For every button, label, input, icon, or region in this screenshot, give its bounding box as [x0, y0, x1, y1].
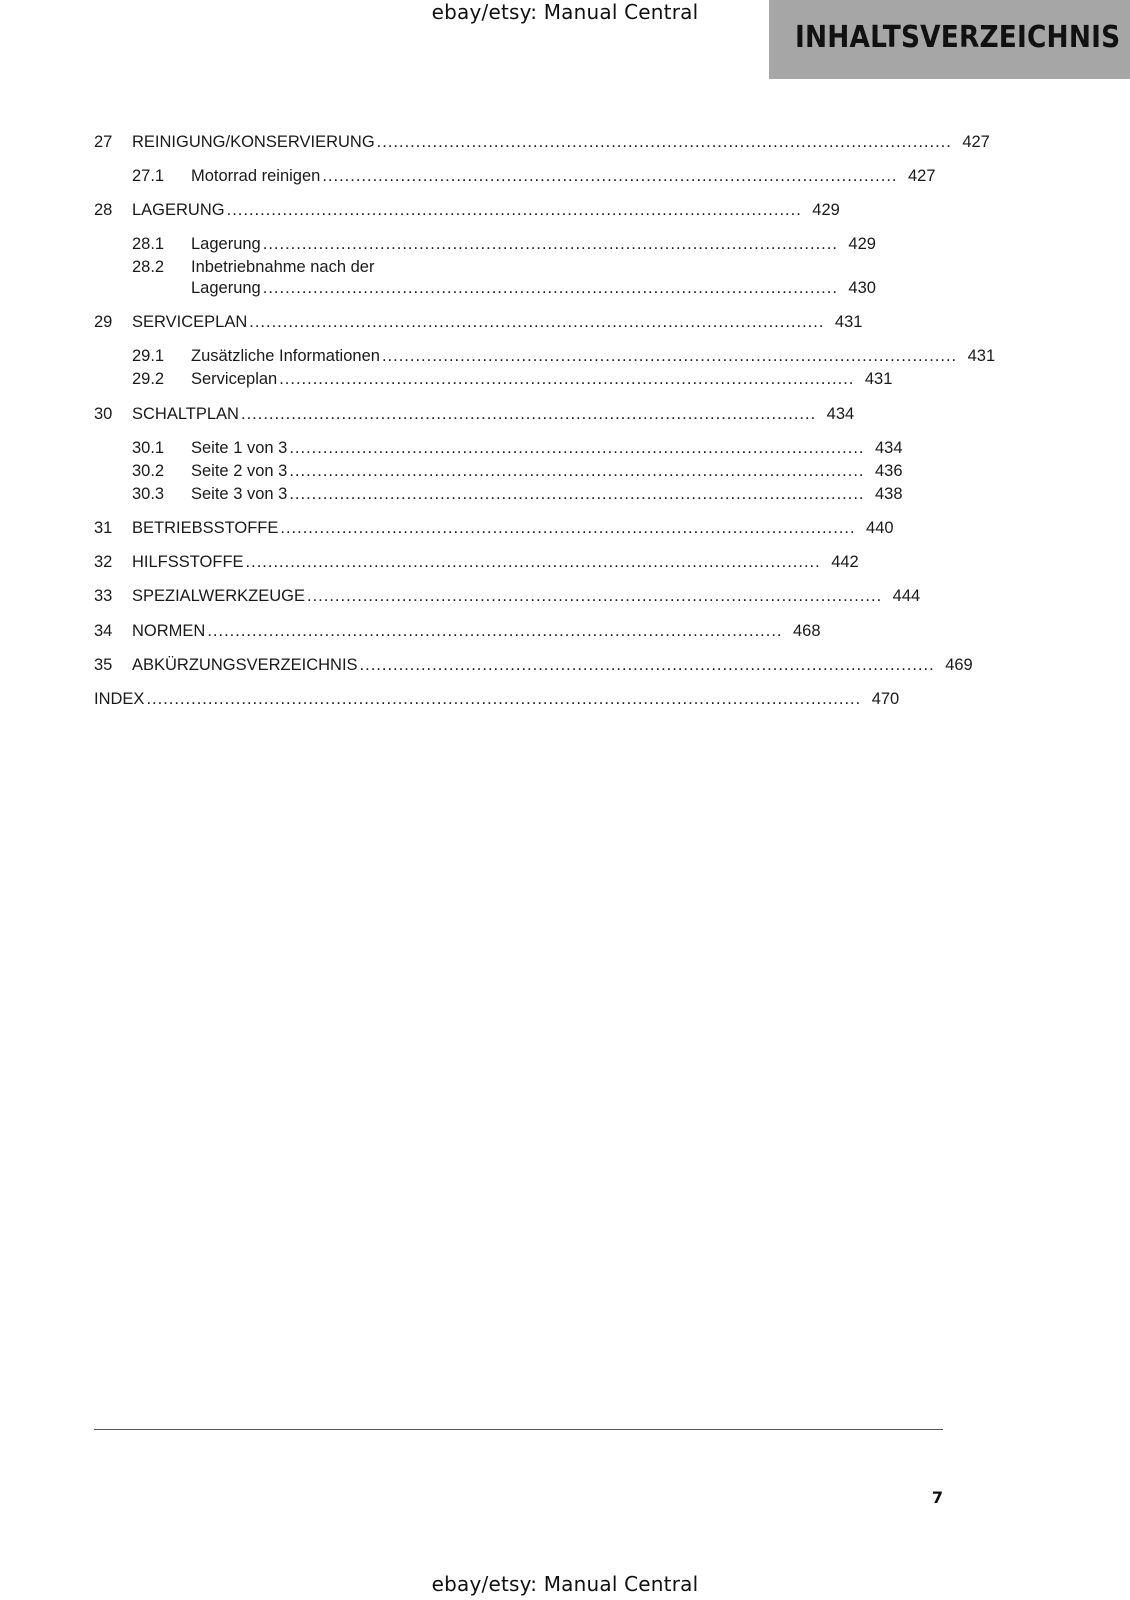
toc-entry-number: 29.2 [132, 370, 165, 388]
toc-entry-title-line1: Inbetriebnahme nach der [191, 258, 375, 276]
leader-dots: ....................................................................................................... [322, 167, 898, 185]
toc-entry[interactable] [94, 437, 903, 459]
toc-entry[interactable] [94, 654, 973, 676]
toc-entry[interactable] [94, 551, 859, 573]
toc-entry[interactable] [94, 277, 876, 299]
watermark-top: ebay/etsy: Manual Central [431, 0, 699, 24]
toc-entry-page: 468 [793, 622, 821, 640]
toc-entry-page: 434 [826, 405, 855, 423]
leader-dots: ....................................................................................................... [376, 133, 952, 151]
toc-entry-page: 430 [848, 279, 876, 297]
leader-dots: ....................................................................................................... [306, 587, 883, 605]
leader-dots: ....................................................................................................... [226, 201, 802, 219]
toc-entry-title: Serviceplan [191, 370, 278, 388]
footer-divider [94, 1429, 943, 1430]
toc-entry-number: 28.1 [132, 235, 165, 253]
toc-entry-page: 442 [831, 553, 859, 571]
toc-entry-page: 431 [834, 313, 863, 331]
toc-entry[interactable] [94, 165, 936, 187]
toc-entry-number: 33 [94, 587, 113, 605]
toc-entry[interactable] [94, 368, 893, 390]
leader-dots: ....................................................................................................... [240, 405, 817, 423]
toc-entry-title: Lagerung [191, 235, 261, 253]
toc-entry-page: 444 [892, 587, 921, 605]
toc-entry-title: Lagerung [191, 279, 261, 297]
leader-dots: ....................................................................................................... [289, 485, 865, 503]
toc-entry-number: 30.2 [132, 462, 165, 480]
toc-entry-page: 469 [945, 656, 973, 674]
toc-entry-number: 27.1 [132, 167, 165, 185]
toc-entry-title: Motorrad reinigen [191, 167, 321, 185]
leader-dots: ....................................................................................................... [262, 279, 838, 297]
toc-entry[interactable] [94, 620, 821, 642]
toc-entry-title: Seite 3 von 3 [191, 485, 288, 503]
toc-entry-number: 29.1 [132, 347, 165, 365]
toc-entry-index[interactable] [94, 688, 900, 710]
toc-entry-page: 427 [962, 133, 990, 151]
toc-entry[interactable] [94, 403, 855, 425]
leader-dots: ................................................................................................................................ [146, 690, 862, 708]
toc-entry-title: BETRIEBSSTOFFE [132, 519, 279, 537]
toc-entry-title: ABKÜRZUNGSVERZEICHNIS [132, 656, 358, 674]
section-title: INHALTSVERZEICHNIS [795, 20, 1121, 55]
toc-entry-title: INDEX [94, 690, 145, 708]
leader-dots: ....................................................................................................... [245, 553, 821, 571]
toc-entry-title: REINIGUNG/KONSERVIERUNG [132, 133, 375, 151]
page-number: 7 [931, 1488, 943, 1507]
toc-entry-page: 436 [874, 462, 903, 480]
toc-entry-title: SERVICEPLAN [132, 313, 248, 331]
toc-entry-page: 438 [874, 485, 903, 503]
toc-entry-title: Seite 1 von 3 [191, 439, 288, 457]
leader-dots: ....................................................................................................... [249, 313, 825, 331]
toc-entry[interactable] [94, 585, 921, 607]
toc-entry[interactable] [94, 345, 996, 367]
toc-entry-number: 31 [94, 519, 113, 537]
leader-dots: ....................................................................................................... [280, 519, 856, 537]
toc-entry-title: SCHALTPLAN [132, 405, 239, 423]
toc-entry-title: HILFSSTOFFE [132, 553, 244, 571]
toc-entry-number: 27 [94, 133, 113, 151]
toc-entry-page: 429 [812, 201, 840, 219]
toc-entry-number: 30.1 [132, 439, 165, 457]
toc-entry-number: 32 [94, 553, 113, 571]
toc-entry-first-line[interactable] [94, 256, 504, 278]
toc-entry-number: 30.3 [132, 485, 165, 503]
toc-entry-number: 30 [94, 405, 113, 423]
leader-dots: ....................................................................................................... [289, 439, 865, 457]
toc-entry-page: 440 [866, 519, 894, 537]
toc-entry-number: 28 [94, 201, 113, 219]
toc-entry[interactable] [94, 483, 903, 505]
toc-entry[interactable] [94, 199, 840, 221]
toc-entry-page: 470 [871, 690, 900, 708]
toc-entry[interactable] [94, 460, 903, 482]
leader-dots: ....................................................................................................... [262, 235, 838, 253]
toc-entry[interactable] [94, 311, 863, 333]
toc-entry-title: Zusätzliche Informationen [191, 347, 380, 365]
toc-entry-title: NORMEN [132, 622, 206, 640]
leader-dots: ....................................................................................................... [359, 656, 935, 674]
toc-entry-page: 427 [907, 167, 936, 185]
toc-entry-number: 34 [94, 622, 113, 640]
watermark-bottom: ebay/etsy: Manual Central [431, 1572, 699, 1596]
toc-entry-page: 434 [874, 439, 903, 457]
leader-dots: ....................................................................................................... [207, 622, 783, 640]
toc-entry-title: Seite 2 von 3 [191, 462, 288, 480]
toc-entry-title: SPEZIALWERKZEUGE [132, 587, 305, 605]
leader-dots: ....................................................................................................... [279, 370, 855, 388]
leader-dots: ....................................................................................................... [289, 462, 865, 480]
toc-entry[interactable] [94, 517, 894, 539]
toc-entry[interactable] [94, 131, 990, 153]
toc-entry-number: 35 [94, 656, 113, 674]
toc-entry-title: LAGERUNG [132, 201, 225, 219]
toc-entry-page: 431 [967, 347, 996, 365]
toc-entry-number: 28.2 [132, 258, 165, 276]
toc-entry[interactable] [94, 233, 876, 255]
toc-entry-page: 429 [848, 235, 876, 253]
toc-entry-page: 431 [864, 370, 893, 388]
leader-dots: ....................................................................................................... [381, 347, 958, 365]
toc-entry-number: 29 [94, 313, 113, 331]
